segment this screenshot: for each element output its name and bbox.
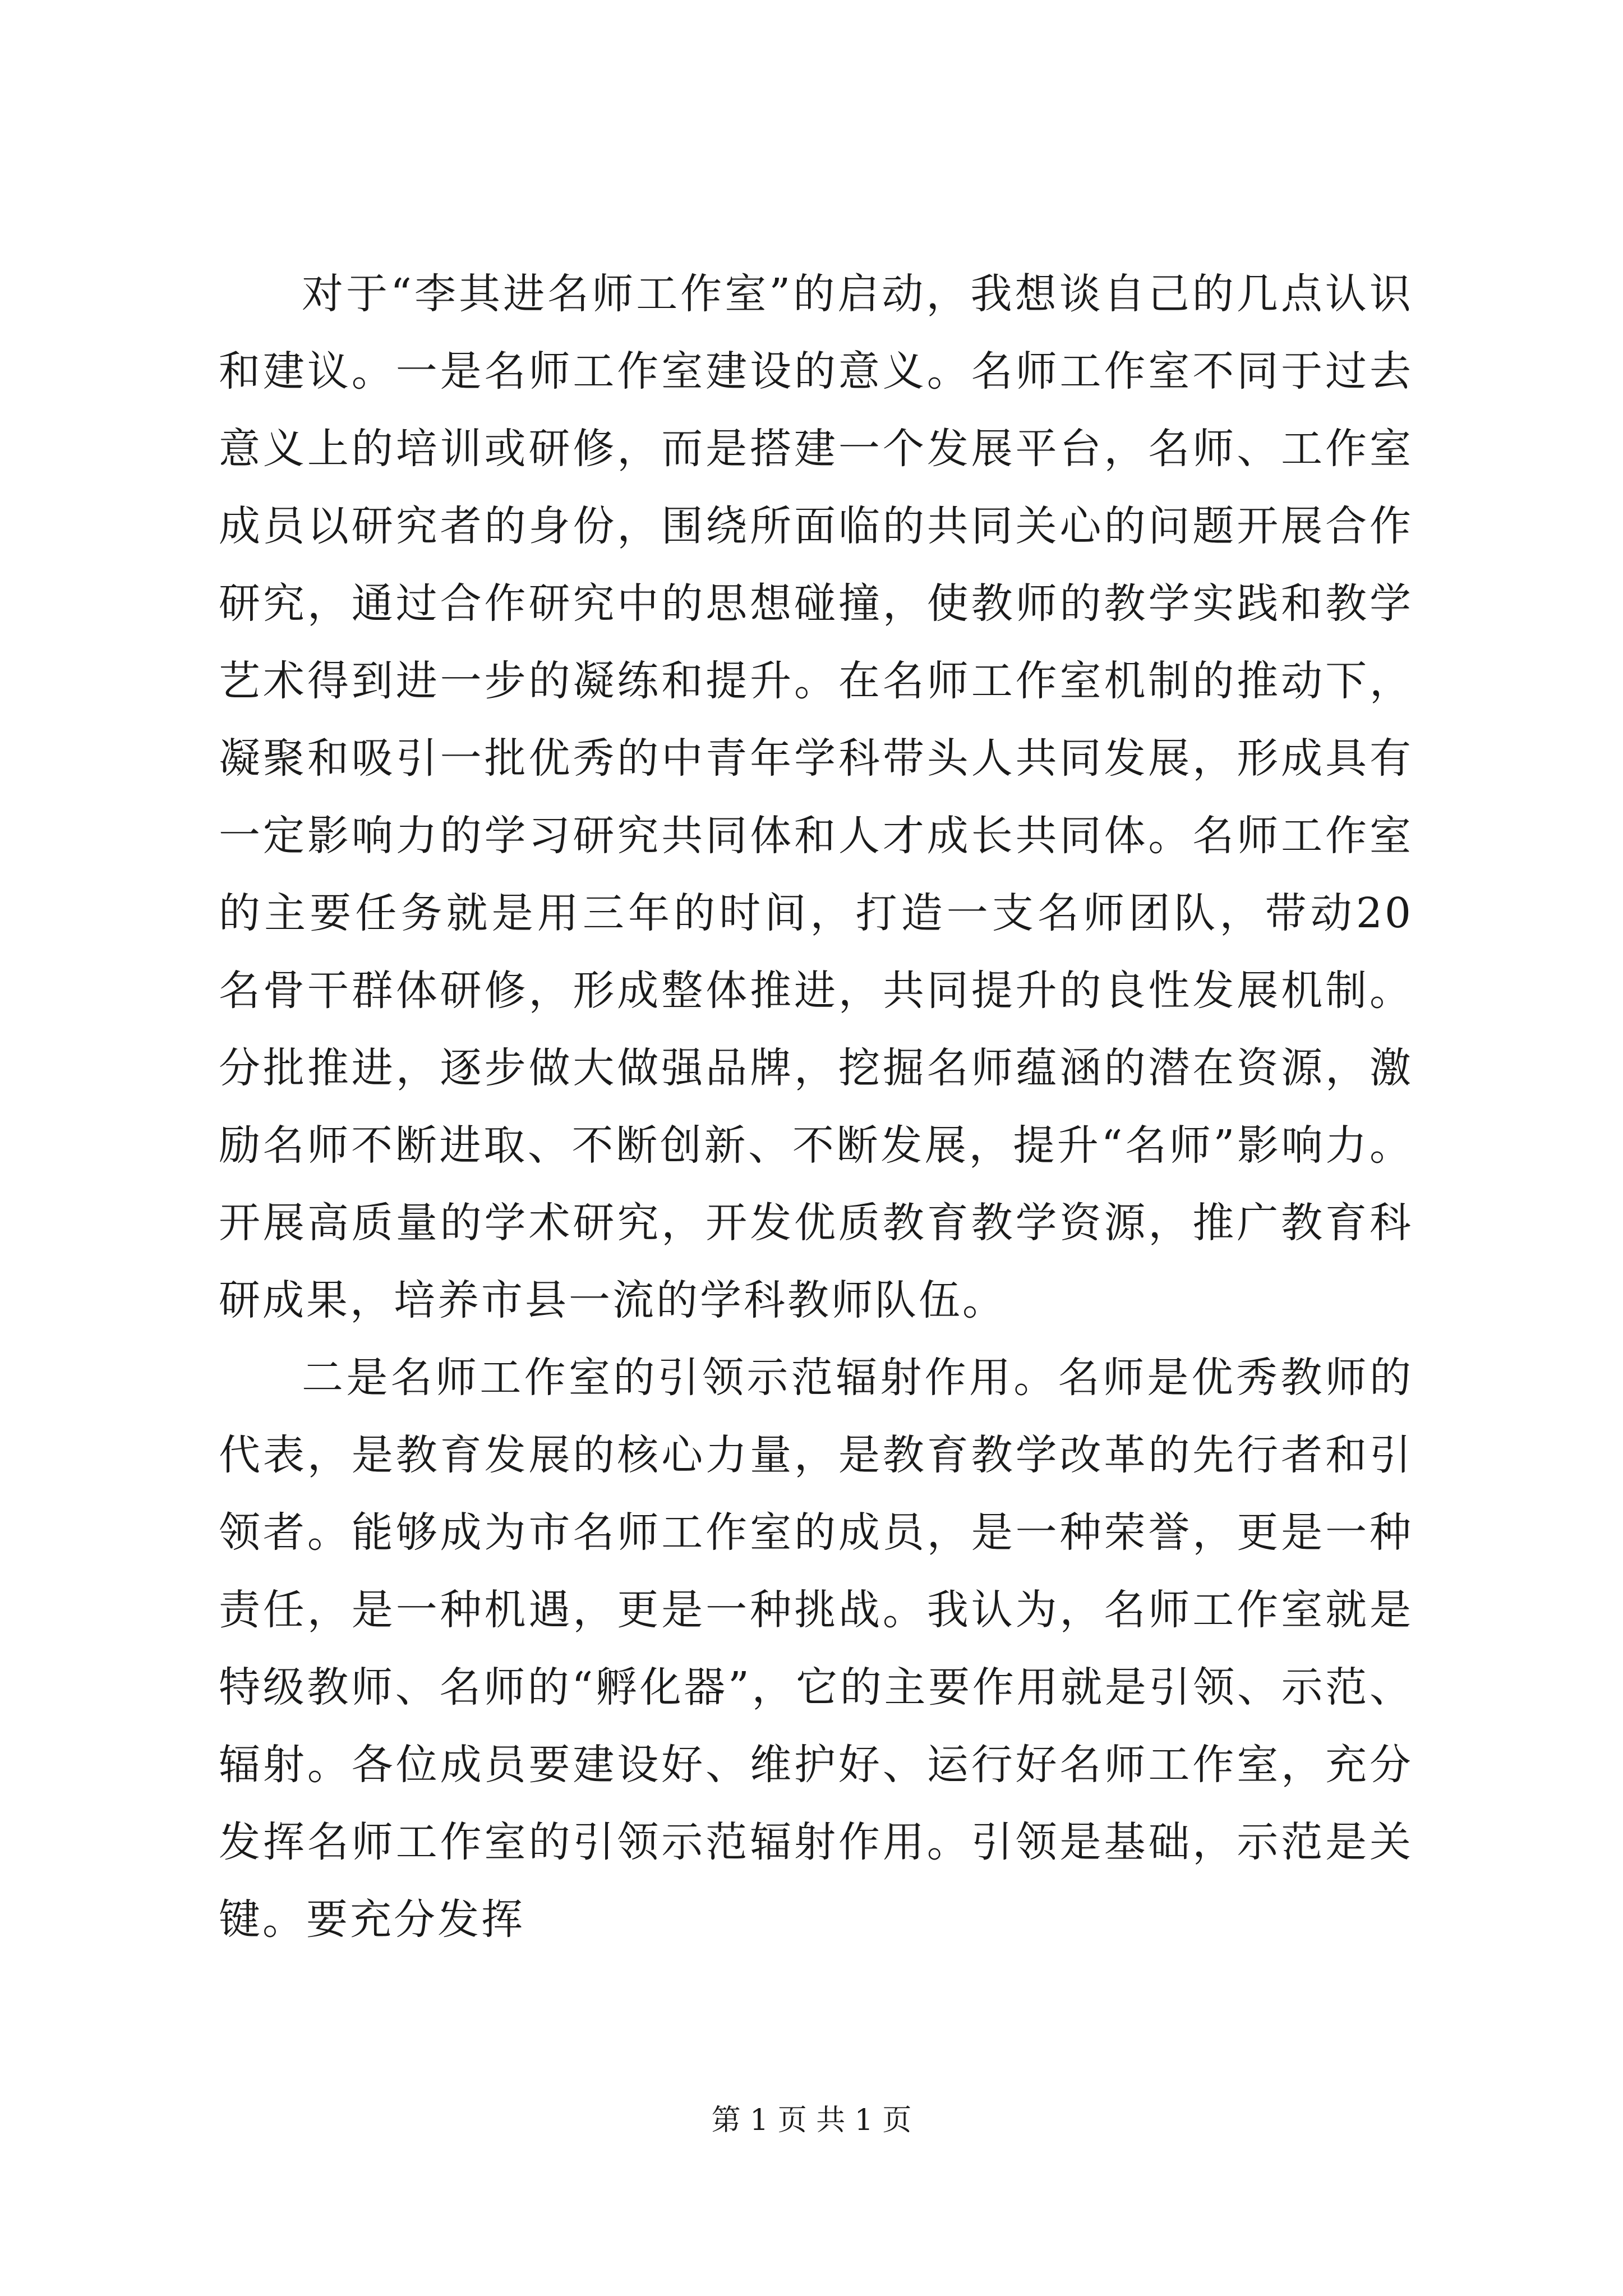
paragraph-1: 对于“李其进名师工作室”的启动，我想谈自己的几点认识和建议。一是名师工作室建设的意义。名师工作室不同于过去意义上的培训或研修，而是搭建一个发展平台，名师、工作室成员以研究者的身份，围绕所面临的共同关心的问题开展合作研究，通过合作研究中的思想碰撞，使教师的教学实践和教学艺术得到进一步的凝练和提升。在名师工作室机制的推动下，凝聚和吸引一批优秀的中青年学科带头人共同发展，形成具有一定影响力的学习研究共同体和人才成长共同体。名师工作室的主要任务就是用三年的时间，打造一支名师团队，带动20名骨干群体研修，形成整体推进，共同提升的良性发展机制。分批推进，逐步做大做强品牌，挖掘名师蕴涵的潜在资源，激励名师不断进取、不断创新、不断发展，提升“名师”影响力。开展高质量的学术研究，开发优质教育教学资源，推广教育科研成果，培养市县一流的学科教师队伍。 <box>219 270 1413 1324</box>
document-body <box>219 255 1413 1958</box>
page-footer: 第 1 页 共 1 页 <box>711 2104 912 2137</box>
paragraph-2: 二是名师工作室的引领示范辐射作用。名师是优秀教师的代表，是教育发展的核心力量，是教育教学改革的先行者和引领者。能够成为市名师工作室的成员，是一种荣誉，更是一种责任，是一种机遇，更是一种挑战。我认为，名师工作室就是特级教师、名师的“孵化器”，它的主要作用就是引领、示范、辐射。各位成员要建设好、维护好、运行好名师工作室，充分发挥名师工作室的引领示范辐射作用。引领是基础，示范是关键。要充分发挥 <box>219 1354 1413 1944</box>
